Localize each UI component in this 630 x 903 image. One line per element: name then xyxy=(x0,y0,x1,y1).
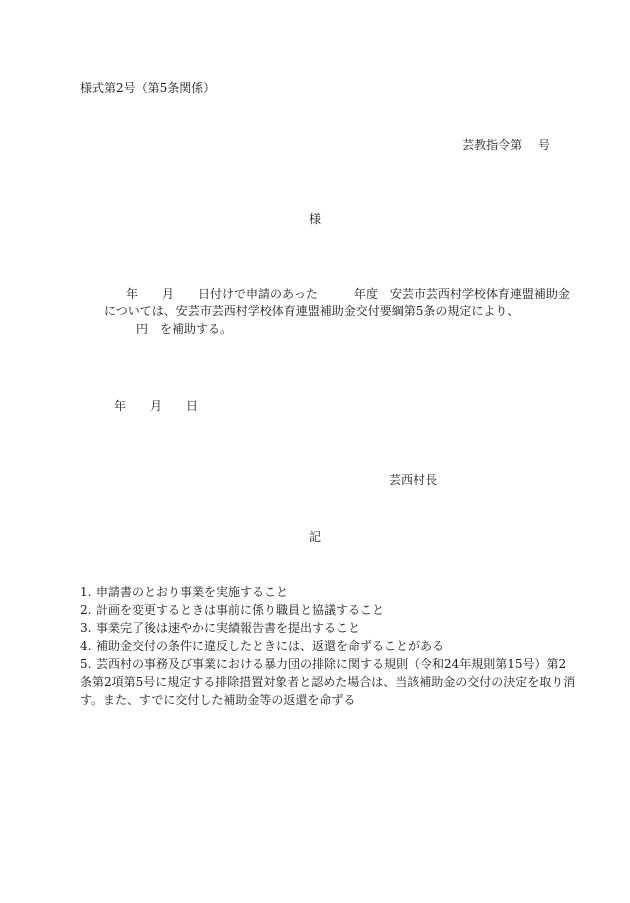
ki-heading: 記 xyxy=(309,530,322,544)
body-text-line-1: 年 月 日付けで申請のあった 年度 安芸市芸西村学校体育連盟補助金 xyxy=(126,287,570,301)
item-text: 事業完了後は速やかに実績報告書を提出すること xyxy=(96,621,361,635)
date-line: 年 月 日 xyxy=(114,399,199,413)
item-number: 5. xyxy=(80,657,92,671)
item-number: 2. xyxy=(80,603,92,617)
list-item xyxy=(80,583,560,601)
body-text-line-3: 円 を補助する。 xyxy=(136,322,233,336)
item-text: 補助金交付の条件に違反したときには、返還を命ずることがある xyxy=(96,639,445,653)
conditions-list xyxy=(80,583,576,709)
item-number: 3. xyxy=(80,621,92,635)
document-number: 芸教指令第 号 xyxy=(462,138,550,152)
item-text: 芸西村の事務及び事業における暴力団の排除に関する規則（令和24年規則第15号）第2 xyxy=(96,657,567,671)
form-label: 様式第2号（第5条関係） xyxy=(80,81,216,95)
item-number: 1. xyxy=(80,585,92,599)
item-number: 4. xyxy=(80,639,92,653)
item-text: 計画を変更するときは事前に係り職員と協議すること xyxy=(96,603,385,617)
list-item xyxy=(80,655,567,673)
item-text: 申請書のとおり事業を実施すること xyxy=(96,585,289,599)
body-text-line-2: については、安芸市芸西村学校体育連盟補助金交付要綱第5条の規定により、 xyxy=(104,304,520,318)
issuer-title: 芸西村長 xyxy=(389,473,438,487)
list-item-continuation: 条第2項第5号に規定する排除措置対象者と認めた場合は、当該補助金の交付の決定を取り消 xyxy=(80,675,576,689)
recipient-suffix: 様 xyxy=(309,212,322,226)
list-item xyxy=(80,619,560,637)
list-item xyxy=(80,637,560,655)
list-item-continuation: す。また、すでに交付した補助金等の返還を命ずる xyxy=(80,693,356,707)
list-item xyxy=(80,601,560,619)
